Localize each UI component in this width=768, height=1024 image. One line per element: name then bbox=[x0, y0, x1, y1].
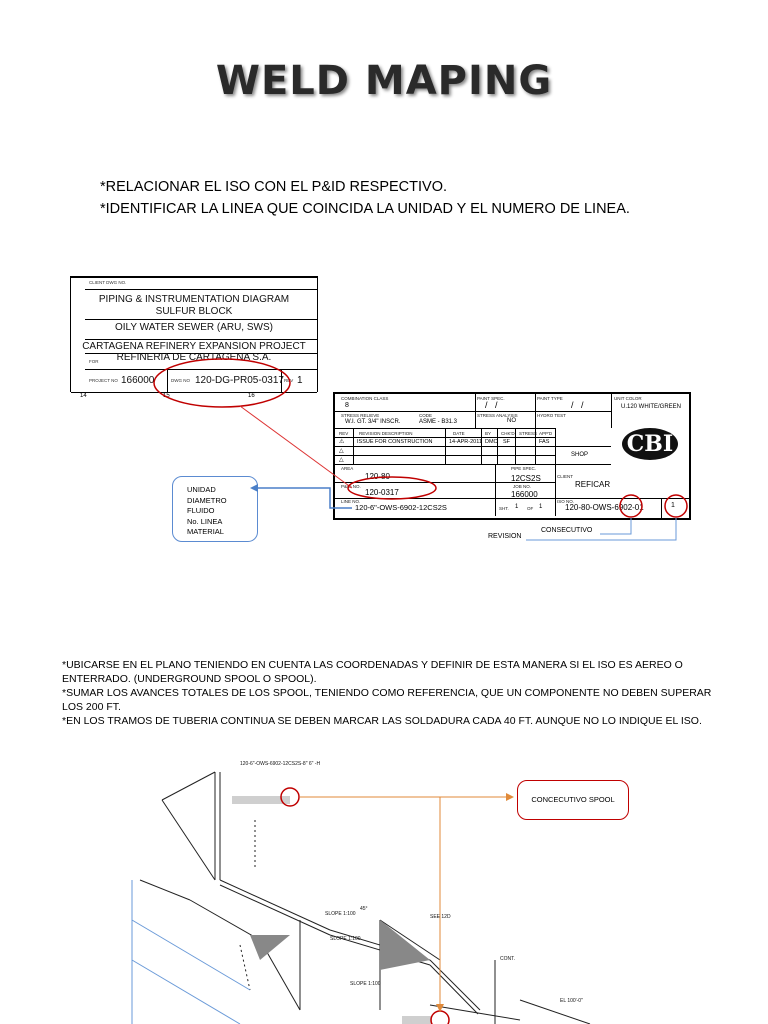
unit-color: U.120 WHITE/GREEN bbox=[621, 404, 682, 410]
rev-col-header: STRESS bbox=[519, 431, 538, 436]
pid-title-line: SULFUR BLOCK bbox=[155, 306, 233, 317]
iso-see-label: SEE 12D bbox=[430, 914, 451, 920]
pid-project-name: CARTAGENA REFINERY EXPANSION PROJECT bbox=[82, 341, 306, 352]
stress-relieve: W.I. GT. 3/4" INSCR. bbox=[345, 419, 401, 425]
revision-highlight bbox=[665, 495, 687, 517]
callout-line: DIAMETRO bbox=[187, 495, 227, 505]
pid-client-name: REFINERIA DE CARTAGENA S.A. bbox=[116, 352, 272, 363]
spool-highlight bbox=[431, 1011, 449, 1024]
dwg-no-label: DWG NO bbox=[171, 378, 190, 383]
rev-col-header: REV bbox=[339, 431, 349, 436]
callout-line: No. LINEA bbox=[187, 516, 223, 526]
note: *UBICARSE EN EL PLANO TENIENDO EN CUENTA LAS COORDENADAS Y DEFINIR DE ESTA MANERA SI EL ISO ES AEREO O ENTERRADO. (UNDERGROUND SPOOL O SPOOL). bbox=[62, 659, 683, 685]
rev-col-header: REVISION DESCRIPTION bbox=[359, 431, 413, 436]
iso-slope-label: SLOPE 1:100 bbox=[350, 981, 381, 987]
callout-line: FLUIDO bbox=[187, 506, 215, 515]
page-title: WELD MAPING bbox=[215, 58, 553, 104]
rev-appd: FAS bbox=[539, 439, 550, 445]
stress-analysis-value: NO bbox=[507, 418, 516, 424]
area: 120-80 bbox=[365, 472, 390, 481]
consecutivo-spool-callout: CONCECUTIVO SPOOL bbox=[517, 780, 629, 820]
note: *EN LOS TRAMOS DE TUBERIA CONTINUA SE DEBEN MARCAR LAS SOLDADURA CADA 40 FT. AUNQUE NO LO INDIQUE EL ISO. bbox=[62, 715, 702, 727]
pid-col: 16 bbox=[248, 393, 255, 399]
pipe-spec-label: PIPE SPEC. bbox=[511, 466, 537, 471]
dwg-no: 120-DG-PR05-0317 bbox=[195, 375, 284, 386]
pid-dwg-highlight bbox=[154, 359, 290, 407]
consecutivo-label: CONSECUTIVO bbox=[541, 527, 593, 534]
stress-relieve-label: STRESS RELIEVE bbox=[341, 413, 380, 418]
rev-col-header: APP'D bbox=[539, 431, 553, 436]
rev-col-header: CHK'D bbox=[501, 431, 515, 436]
client-label: CLIENT bbox=[557, 474, 574, 479]
pipe-spec: 12CS2S bbox=[511, 474, 541, 483]
cbi-logo: CBI bbox=[622, 428, 678, 460]
pid-title-line: OILY WATER SEWER (ARU, SWS) bbox=[115, 322, 273, 333]
rev-col-header: DATE bbox=[453, 431, 465, 436]
client-dwg-label: CLIENT DWG NO. bbox=[89, 280, 127, 285]
rev-col-header: BY bbox=[485, 431, 492, 436]
pid-no: 120-0317 bbox=[365, 488, 399, 497]
of-label: OF bbox=[527, 506, 534, 511]
sht: 1 bbox=[515, 504, 519, 510]
iso-no: 120-80-OWS-6902-01 bbox=[565, 503, 644, 512]
stress-analysis-label: STRESS ANALYSIS bbox=[477, 413, 518, 418]
pid-col: 14 bbox=[80, 393, 87, 399]
code: ASME - B31.3 bbox=[419, 419, 458, 425]
iso-title-block: COMBINATION CLASS 8 STRESS RELIEVE W.I. GT. 3/4" INSCR. CODE ASME - B31.3 PAINT SPEC. / / STRESS ANALYSIS NO PAINT TYPE / / HYDRO TEST UNIT COLOR U.120 WHITE/GREEN REV REVISION DESCRIPTION DATE BY CHK'D STRESS APP'D ⚠ ISSUE FOR CONSTRUCTION 14-APR-2011 DMC SF FAS △ △ SHOP AREA 120-80 PIPE SPEC. 12CS2S P&ID NO. 120-0317 JOB NO. 166000 CLIENT REFICAR LINE NO. 120-6"-OWS-6902-12CS2S SHT. 1 OF 1 ISO NO. 120-80-OWS-6902-01 1 bbox=[333, 392, 691, 520]
iso-slope-label: SLOPE 1:100 bbox=[325, 911, 356, 917]
pid-for-label: FOR bbox=[89, 359, 99, 364]
rev-description: ISSUE FOR CONSTRUCTION bbox=[357, 439, 433, 445]
iso-rev: 1 bbox=[671, 502, 675, 509]
callout-line: MATERIAL bbox=[187, 527, 224, 536]
job-no: 166000 bbox=[511, 490, 538, 499]
rev-chkd: SF bbox=[503, 439, 511, 445]
revision-label: REVISION bbox=[488, 533, 522, 540]
iso-cont-label: CONT. bbox=[500, 956, 515, 962]
consecutivo-highlight bbox=[620, 495, 642, 517]
of: 1 bbox=[539, 504, 543, 510]
code-label: CODE bbox=[419, 413, 433, 418]
line-no: 120-6"-OWS-6902-12CS2S bbox=[355, 503, 447, 512]
paint-spec-label: PAINT SPEC. bbox=[477, 396, 505, 401]
paint-type-label: PAINT TYPE bbox=[537, 396, 563, 401]
hydro-label: HYDRO TEST bbox=[537, 413, 566, 418]
intro-line: *IDENTIFICAR LA LINEA QUE COINCIDA LA UNIDAD Y EL NUMERO DE LINEA. bbox=[100, 201, 630, 217]
job-no-label: JOB NO. bbox=[513, 484, 532, 489]
rev-date: 14-APR-2011 bbox=[449, 439, 482, 445]
rev-value: 1 bbox=[297, 375, 303, 386]
line-no-label: LINE NO. bbox=[341, 499, 361, 504]
intro-line: *RELACIONAR EL ISO CON EL P&ID RESPECTIVO. bbox=[100, 179, 448, 195]
iso-slope-label: SLOPE 1:100 bbox=[330, 936, 361, 942]
comb-class: 8 bbox=[345, 402, 349, 409]
project-no: 166000 bbox=[121, 375, 155, 386]
iso-top-line: 120-6"-OWS-6902-12CS2S-8" 6" -H bbox=[240, 761, 321, 767]
iso-elev-label: EL 100'-0" bbox=[560, 998, 583, 1004]
project-no-label: PROJECT NO bbox=[89, 378, 118, 383]
pid-no-label: P&ID NO. bbox=[341, 484, 361, 489]
note: *SUMAR LOS AVANCES TOTALES DE LOS SPOOL, TENIENDO COMO REFERENCIA, QUE UN COMPONENTE NO DEBEN SUPERAR LOS 200 FT. bbox=[62, 687, 712, 713]
line-no-arrow bbox=[252, 488, 352, 508]
comb-class-label: COMBINATION CLASS bbox=[341, 396, 389, 401]
sht-label: SHT. bbox=[499, 506, 509, 511]
pid-link-arrow bbox=[240, 406, 352, 488]
rev-label: REV bbox=[284, 378, 294, 383]
unit-color-label: UNIT COLOR bbox=[614, 396, 642, 401]
iso-elbow-label: 45° bbox=[360, 906, 368, 912]
callout-line: UNIDAD bbox=[187, 485, 216, 494]
client: REFICAR bbox=[575, 480, 611, 489]
rev-by: DMC bbox=[485, 439, 498, 445]
area-label: AREA bbox=[341, 466, 354, 471]
shop-label: SHOP bbox=[571, 452, 589, 458]
pid-col: 15 bbox=[163, 393, 170, 399]
iso-pid-highlight bbox=[348, 477, 436, 499]
iso-no-label: ISO NO. bbox=[557, 499, 575, 504]
pid-title-line: PIPING & INSTRUMENTATION DIAGRAM bbox=[98, 294, 290, 305]
